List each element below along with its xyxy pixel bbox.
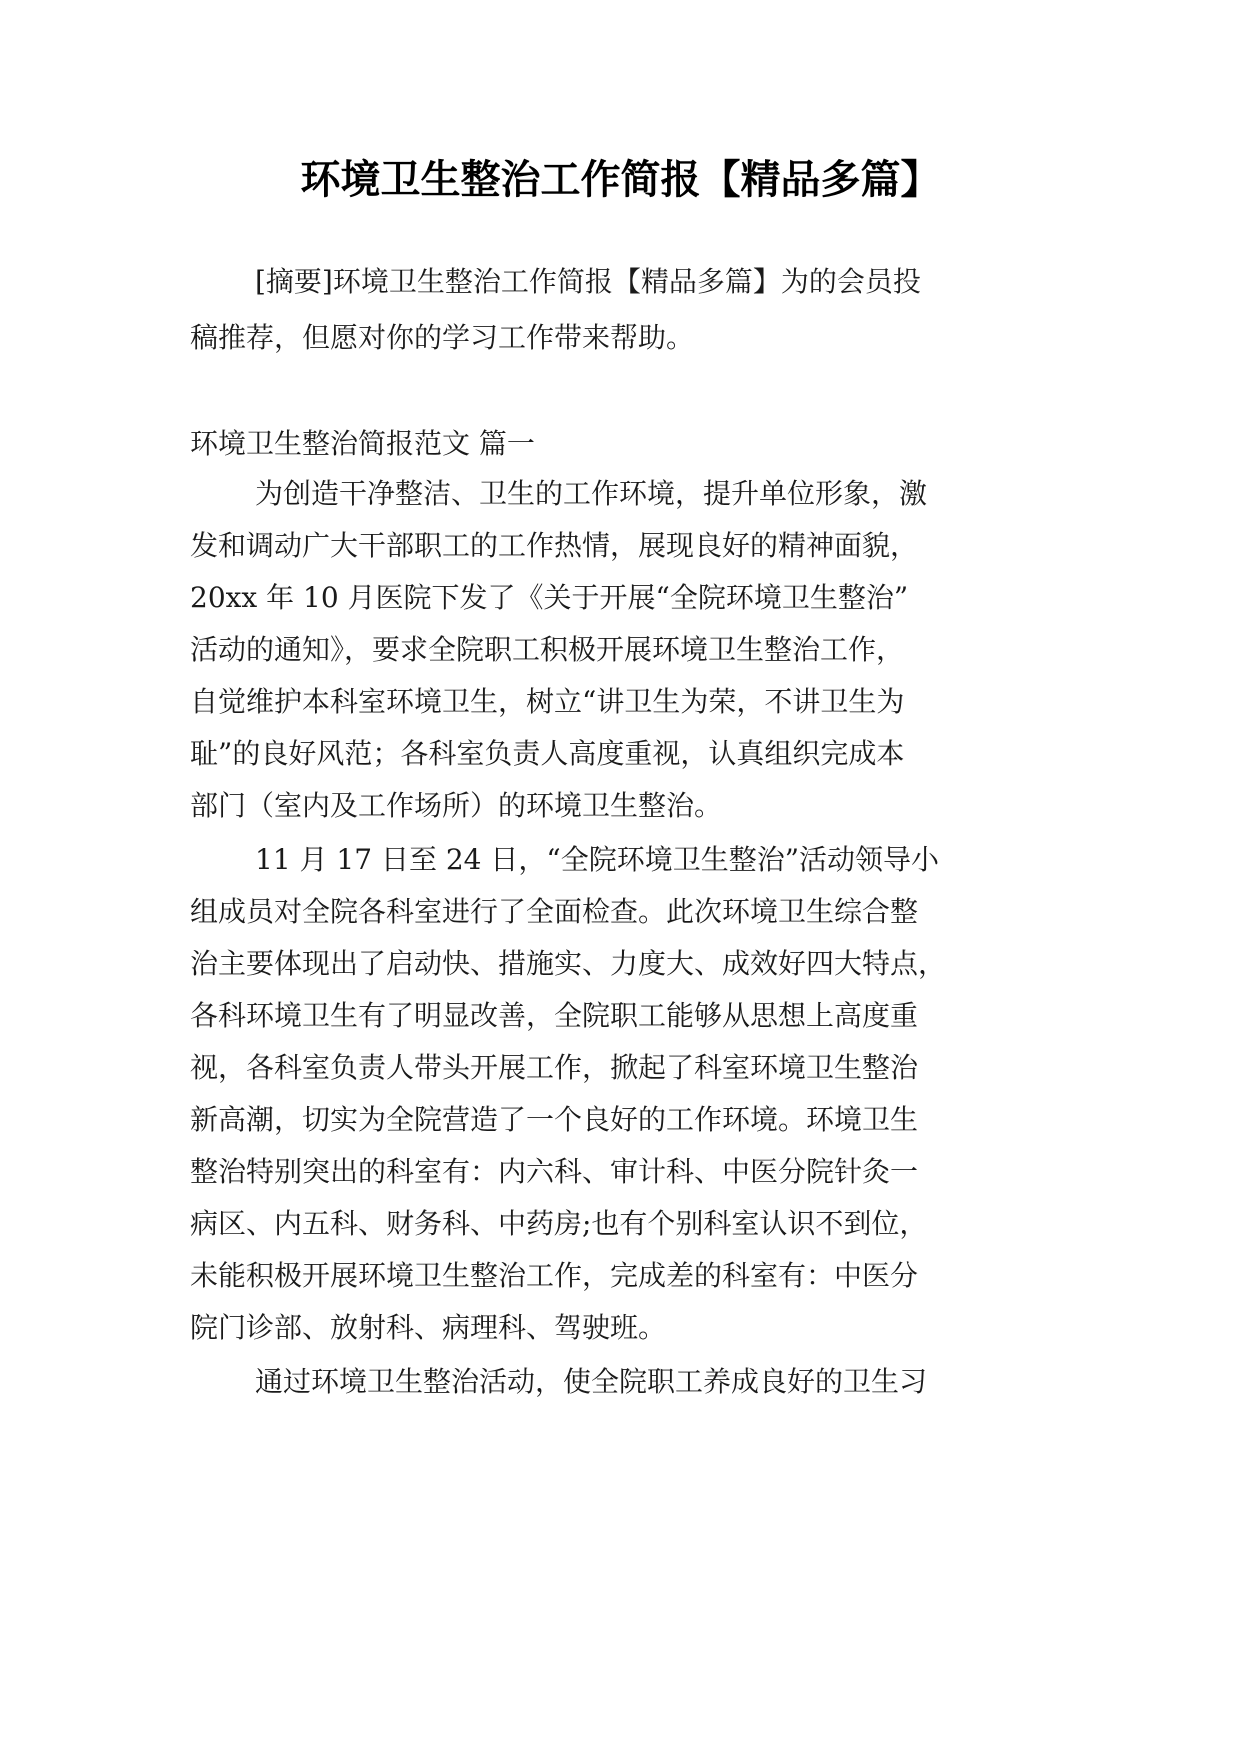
paragraph-line: 20xx 年 10 月医院下发了《关于开展“全院环境卫生整治” [190, 581, 909, 614]
paragraph-line: 病区、内五科、财务科、中药房;也有个别科室认识不到位， [190, 1207, 928, 1240]
paragraph-line: 组成员对全院各科室进行了全面检查。此次环境卫生综合整 [190, 895, 919, 928]
paragraph-line: 通过环境卫生整治活动，使全院职工养成良好的卫生习 [255, 1365, 928, 1398]
paragraph-line: 11 月 17 日至 24 日，“全院环境卫生整治”活动领导小 [255, 843, 940, 876]
paragraph-line: 治主要体现出了启动快、措施实、力度大、成效好四大特点， [190, 947, 947, 980]
paragraph-line: 部门（室内及工作场所）的环境卫生整治。 [190, 789, 723, 822]
paragraph-line: 未能积极开展环境卫生整治工作，完成差的科室有：中医分 [190, 1259, 919, 1292]
paragraph-line: 视，各科室负责人带头开展工作，掀起了科室环境卫生整治 [190, 1051, 919, 1084]
paragraph-line: 新高潮，切实为全院营造了一个良好的工作环境。环境卫生 [190, 1103, 919, 1136]
abstract-line: [摘要]环境卫生整治工作简报【精品多篇】为的会员投 [255, 265, 921, 298]
document-title: 环境卫生整治工作简报【精品多篇】 [300, 157, 941, 203]
paragraph-line: 各科环境卫生有了明显改善，全院职工能够从思想上高度重 [190, 999, 919, 1032]
paragraph-line: 自觉维护本科室环境卫生，树立“讲卫生为荣，不讲卫生为 [190, 685, 905, 718]
paragraph-line: 发和调动广大干部职工的工作热情，展现良好的精神面貌， [190, 529, 919, 562]
abstract-line: 稿推荐，但愿对你的学习工作带来帮助。 [190, 321, 695, 354]
paragraph-line: 为创造干净整洁、卫生的工作环境，提升单位形象，激 [255, 477, 928, 510]
paragraph-line: 活动的通知》，要求全院职工积极开展环境卫生整治工作， [190, 633, 905, 666]
paragraph-line: 耻”的良好风范；各科室负责人高度重视，认真组织完成本 [190, 737, 905, 770]
paragraph-line: 整治特别突出的科室有：内六科、审计科、中医分院针灸一 [190, 1155, 919, 1188]
paragraph-line: 院门诊部、放射科、病理科、驾驶班。 [190, 1311, 667, 1344]
section-heading: 环境卫生整治简报范文 篇一 [190, 427, 535, 460]
